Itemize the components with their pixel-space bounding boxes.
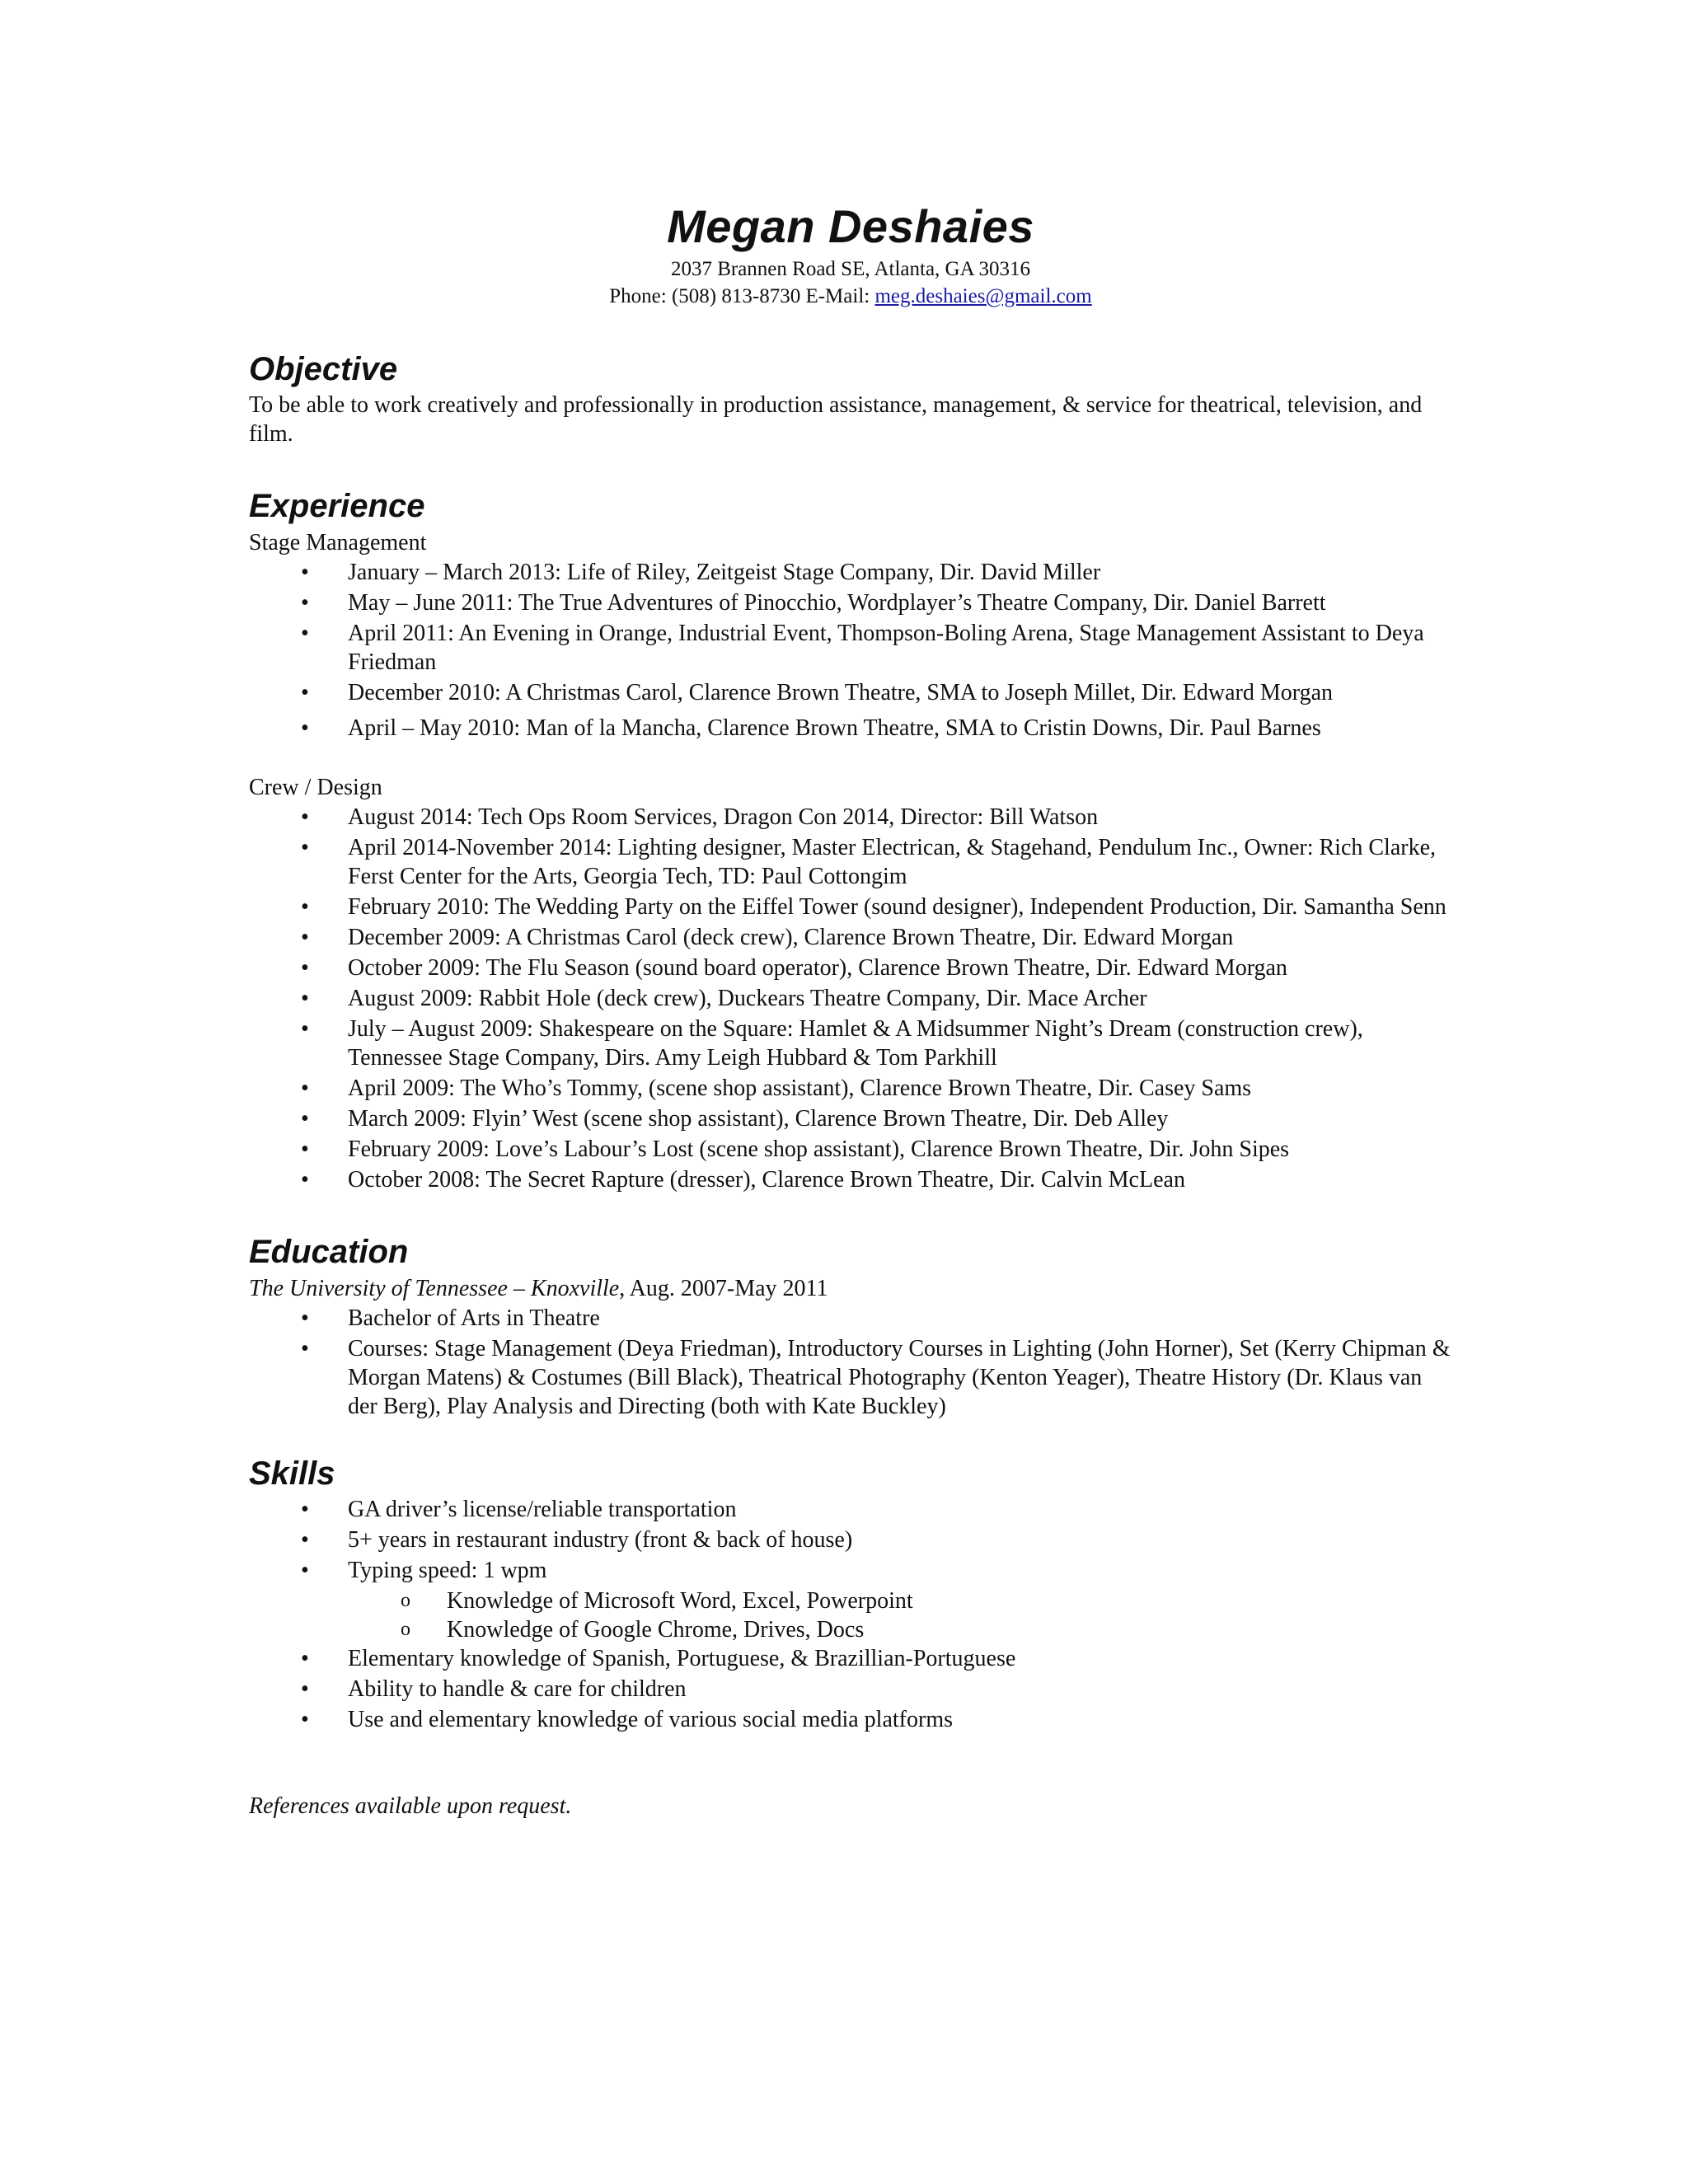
list-item: • February 2010: The Wedding Party on the Eiffel Tower (sound designer), Independent Production, Dir. Samantha Senn	[301, 894, 1447, 920]
contact-line	[249, 283, 1452, 310]
list-item: • March 2009: Flyin’ West (scene shop assistant), Clarence Brown Theatre, Dir. Deb Alley	[301, 1106, 1169, 1132]
list-item: • 5+ years in restaurant industry (front & back of house)	[301, 1527, 853, 1553]
skills-sublist	[249, 1586, 1452, 1644]
skills-heading: Skills	[249, 1455, 335, 1492]
education-heading: Education	[249, 1234, 409, 1270]
list-item: • Typing speed: 1 wpm	[301, 1558, 547, 1583]
phone-text: Phone: (508) 813-8730 E-Mail:	[609, 285, 875, 307]
crew-design-label: Crew / Design	[249, 775, 382, 800]
list-item: • April – May 2010: Man of la Mancha, Clarence Brown Theatre, SMA to Cristin Downs, Dir. Paul Barnes	[301, 715, 1321, 741]
bullet-icon: •	[301, 1527, 309, 1553]
school-line	[249, 1273, 1452, 1304]
skills-list-continued	[249, 1644, 1452, 1734]
list-item: • August 2014: Tech Ops Room Services, Dragon Con 2014, Director: Bill Watson	[301, 804, 1099, 830]
bullet-icon: •	[301, 1646, 309, 1671]
list-item: • Bachelor of Arts in Theatre	[301, 1305, 600, 1331]
experience-heading: Experience	[249, 488, 425, 524]
list-item: • July – August 2009: Shakespeare on the Square: Hamlet & A Midsummer Night’s Dream (construction crew), Tennessee Stage Company, Dirs. Amy Leigh Hubbard & Tom Parkhill	[301, 1016, 1363, 1071]
list-item: • April 2014-November 2014: Lighting designer, Master Electrican, & Stagehand, Pendulum Inc., Owner: Rich Clarke, Ferst Center for the Arts, Georgia Tech, TD: Paul Cottongim	[301, 835, 1437, 889]
list-item: • December 2009: A Christmas Carol (deck crew), Clarence Brown Theatre, Dir. Edward Morgan	[301, 925, 1234, 950]
skills-section	[249, 1454, 1452, 1734]
crew-design-list	[249, 803, 1452, 1194]
skills-list	[249, 1495, 1452, 1585]
circle-bullet-icon: o	[401, 1619, 410, 1640]
references-note: References available upon request.	[249, 1793, 572, 1819]
bullet-icon: •	[301, 955, 309, 981]
resume-page	[249, 198, 1452, 1821]
stage-management-label: Stage Management	[249, 530, 427, 555]
list-item: o Knowledge of Microsoft Word, Excel, Powerpoint	[401, 1588, 913, 1614]
list-item: • January – March 2013: Life of Riley, Zeitgeist Stage Company, Dir. David Miller	[301, 560, 1101, 585]
bullet-icon: •	[301, 560, 309, 585]
list-item: • Use and elementary knowledge of various social media platforms	[301, 1707, 953, 1732]
bullet-icon: •	[301, 1076, 309, 1101]
list-item: • Courses: Stage Management (Deya Friedman), Introductory Courses in Lighting (John Horner), Set (Kerry Chipman & Morgan Matens) & Costumes (Bill Black), Theatrical Photography (Kenton Yeager), Theatre History (Dr. Klaus van der Berg), Play Analysis and Directing (both with Kate Buckley)	[301, 1336, 1451, 1419]
objective-heading: Objective	[249, 351, 398, 387]
candidate-name: Megan Deshaies	[667, 200, 1034, 252]
education-list	[249, 1304, 1452, 1421]
list-item: • December 2010: A Christmas Carol, Clarence Brown Theatre, SMA to Joseph Millet, Dir. Edward Morgan	[301, 680, 1333, 705]
bullet-icon: •	[301, 1137, 309, 1162]
objective-text: To be able to work creatively and professionally in production assistance, management, & service for theatrical, television, and film.	[249, 392, 1423, 447]
bullet-icon: •	[301, 1305, 309, 1331]
bullet-icon: •	[301, 590, 309, 616]
circle-bullet-icon: o	[401, 1590, 410, 1611]
email-link[interactable]: meg.deshaies@gmail.com	[874, 285, 1092, 307]
resume-header	[249, 198, 1452, 310]
bullet-icon: •	[301, 1707, 309, 1732]
bullet-icon: •	[301, 835, 309, 860]
list-item: • April 2009: The Who’s Tommy, (scene shop assistant), Clarence Brown Theatre, Dir. Casey Sams	[301, 1076, 1252, 1101]
list-item: • May – June 2011: The True Adventures of Pinocchio, Wordplayer’s Theatre Company, Dir. Daniel Barrett	[301, 590, 1326, 616]
bullet-icon: •	[301, 1497, 309, 1522]
list-item: • August 2009: Rabbit Hole (deck crew), Duckears Theatre Company, Dir. Mace Archer	[301, 986, 1147, 1011]
address-line: 2037 Brannen Road SE, Atlanta, GA 30316	[670, 258, 1031, 280]
list-item: o Knowledge of Google Chrome, Drives, Docs	[401, 1617, 865, 1643]
list-item: • October 2009: The Flu Season (sound board operator), Clarence Brown Theatre, Dir. Edward Morgan	[301, 955, 1287, 981]
bullet-icon: •	[301, 1676, 309, 1702]
bullet-icon: •	[301, 804, 309, 830]
bullet-icon: •	[301, 986, 309, 1011]
bullet-icon: •	[301, 715, 309, 741]
bullet-icon: •	[301, 680, 309, 705]
list-item: • GA driver’s license/reliable transportation	[301, 1497, 737, 1522]
stage-management-list	[249, 558, 1452, 743]
objective-section	[249, 349, 1452, 448]
bullet-icon: •	[301, 925, 309, 950]
list-item: • April 2011: An Evening in Orange, Industrial Event, Thompson-Boling Arena, Stage Management Assistant to Deya Friedman	[301, 621, 1424, 675]
bullet-icon: •	[301, 1016, 309, 1042]
bullet-icon: •	[301, 1106, 309, 1132]
experience-section	[249, 486, 1452, 1194]
list-item: • Elementary knowledge of Spanish, Portuguese, & Brazillian-Portuguese	[301, 1646, 1016, 1671]
bullet-icon: •	[301, 1558, 309, 1583]
school-name: The University of Tennessee – Knoxville	[249, 1276, 620, 1301]
list-item: • February 2009: Love’s Labour’s Lost (scene shop assistant), Clarence Brown Theatre, Dir. John Sipes	[301, 1137, 1290, 1162]
bullet-icon: •	[301, 621, 309, 646]
bullet-icon: •	[301, 1336, 309, 1361]
list-item: • October 2008: The Secret Rapture (dresser), Clarence Brown Theatre, Dir. Calvin McLean	[301, 1167, 1185, 1193]
bullet-icon: •	[301, 1167, 309, 1193]
school-dates: , Aug. 2007-May 2011	[619, 1276, 828, 1301]
education-section	[249, 1232, 1452, 1421]
bullet-icon: •	[301, 894, 309, 920]
list-item: • Ability to handle & care for children	[301, 1676, 687, 1702]
